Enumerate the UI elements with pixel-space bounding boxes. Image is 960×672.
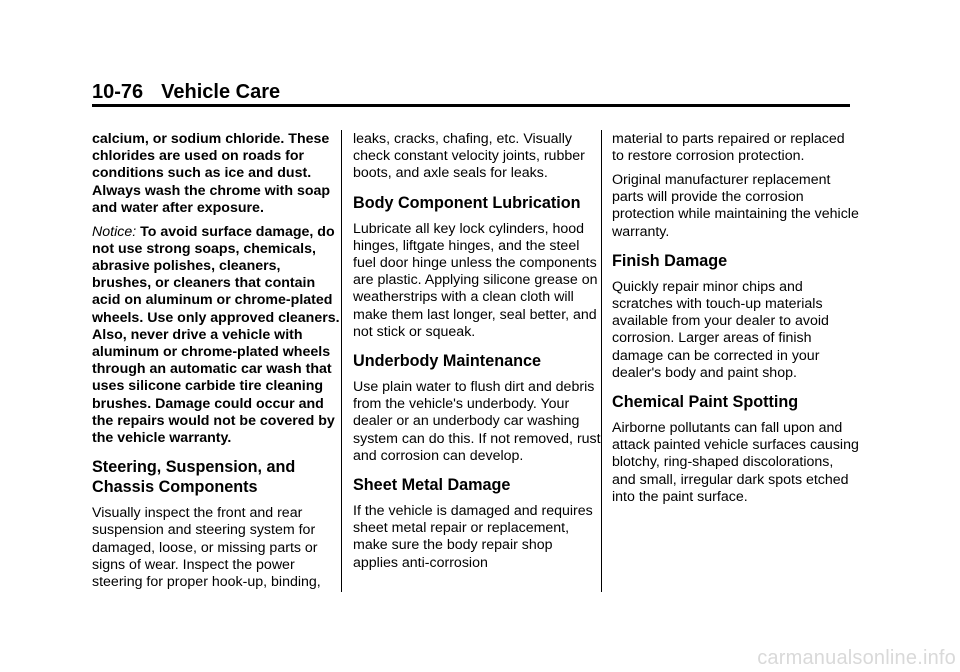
section-title: Vehicle Care: [161, 81, 281, 103]
steering-paragraph-continued: leaks, cracks, chafing, etc. Visually check constant velocity joints, rubber boots, and axle seals for leaks.: [353, 131, 585, 182]
sheet-metal-heading: Sheet Metal Damage: [353, 476, 511, 495]
column-1: [92, 131, 340, 598]
replacement-parts-paragraph: Original manufacturer replacement parts will provide the corrosion protection while maintaining the vehicle warranty.: [612, 171, 859, 240]
finish-damage-heading: Finish Damage: [612, 251, 728, 270]
watermark: carmanualsonline.info: [757, 647, 956, 669]
finish-damage-paragraph: Quickly repair minor chips and scratches with touch-up materials available from your dealer to avoid corrosion. Larger areas of finish damage can be corrected in your dealer's body and paint shop.: [612, 278, 829, 381]
steering-heading: Steering, Suspension, and Chassis Components: [92, 458, 296, 497]
notice-paragraph: [92, 224, 340, 448]
chrome-care-paragraph: calcium, or sodium chloride. These chlorides are used on roads for conditions such as ice and dust. Always wash the chrome with soap and water after exposure.: [92, 131, 331, 216]
page-header: [92, 80, 280, 104]
steering-paragraph: Visually inspect the front and rear suspension and steering system for damaged, loose, or missing parts or signs of wear. Inspect the power steering for proper hook-up, binding,: [92, 505, 321, 590]
underbody-paragraph: Use plain water to flush dirt and debris from the vehicle's underbody. Your dealer or an underbody car washing system can do this. If not removed, rust and corrosion can develop.: [353, 379, 601, 464]
chemical-paint-paragraph: Airborne pollutants can fall upon and attack painted vehicle surfaces causing blotchy, ring-shaped discolorations, and small, irregular dark spots etched into the paint surface.: [612, 419, 859, 505]
body-lubrication-paragraph: Lubricate all key lock cylinders, hood hinges, liftgate hinges, and the steel fuel door hinge unless the components are plastic. Applying silicone grease on weatherstrips with a clean cloth will make them last longer, seal better, and not stick or squeak.: [353, 220, 598, 340]
column-2: [353, 131, 601, 578]
notice-label: Notice:: [92, 223, 137, 240]
column-3: [612, 131, 860, 512]
notice-text: To avoid surface damage, do not use strong soaps, chemicals, abrasive polishes, cleaners, brushes, or cleaners that contain acid on aluminum or chrome-plated wheels. Use only approved cleaners. Also, never drive a vehicle with aluminum or chrome-plated wheels through an automatic car wash that uses silicone carbide tire cleaning brushes. Damage could occur and the repairs would not be covered by the vehicle warranty.: [92, 223, 340, 446]
sheet-metal-paragraph: If the vehicle is damaged and requires sheet metal repair or replacement, make sure the body repair shop applies anti-corrosion: [353, 503, 593, 571]
body-lubrication-heading: Body Component Lubrication: [353, 193, 581, 212]
column-divider-1: [341, 130, 342, 592]
sheet-metal-paragraph-continued: material to parts repaired or replaced to restore corrosion protection.: [612, 131, 845, 165]
column-divider-2: [601, 130, 602, 592]
page-number: 10-76: [92, 81, 144, 103]
underbody-heading: Underbody Maintenance: [353, 352, 541, 371]
header-rule: [92, 104, 850, 107]
chemical-paint-heading: Chemical Paint Spotting: [612, 392, 799, 411]
